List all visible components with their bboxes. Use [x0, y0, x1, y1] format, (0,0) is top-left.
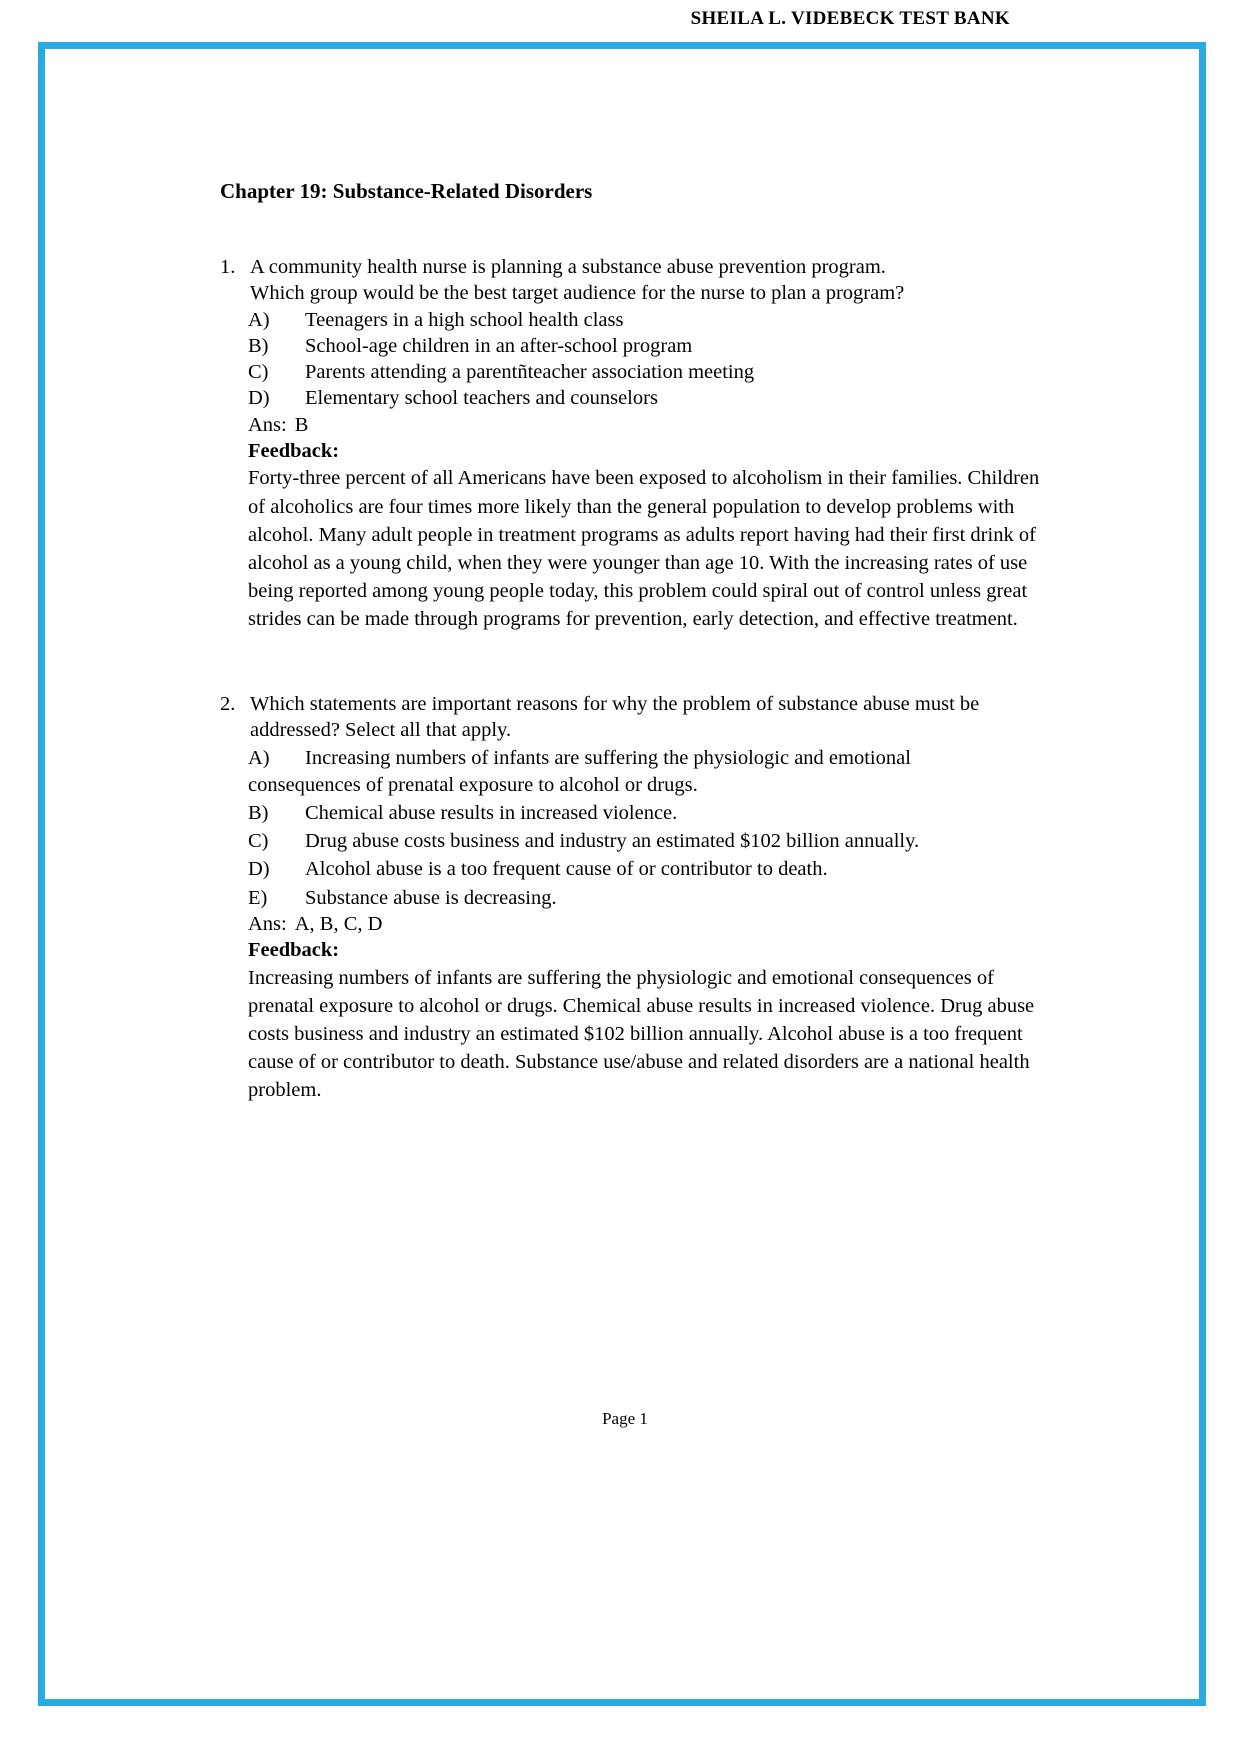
- question-2-option-b[interactable]: [220, 800, 1055, 826]
- option-letter: A): [248, 747, 270, 770]
- document-header: SHEILA L. VIDEBECK TEST BANK: [690, 8, 1010, 29]
- question-2-stem-line-1: Which statements are important reasons for why the problem of substance abuse must be: [250, 692, 980, 715]
- question-1-option-d[interactable]: [220, 385, 1055, 411]
- option-text: Drug abuse costs business and industry an estimated $102 billion annually.: [305, 830, 920, 853]
- page-footer: Page 1: [602, 1409, 648, 1428]
- option-text: Increasing numbers of infants are suffering the physiologic and emotional: [305, 747, 911, 770]
- document-content: [220, 179, 1055, 1104]
- question-2-option-a[interactable]: [220, 745, 1055, 771]
- question-2-feedback-label: Feedback:: [248, 939, 340, 962]
- answer-value: A, B, C, D: [294, 912, 383, 935]
- question-1-number: 1.: [220, 256, 236, 279]
- question-2-option-c[interactable]: [220, 828, 1055, 854]
- option-letter: E): [248, 886, 268, 909]
- question-1-option-b[interactable]: [220, 333, 1055, 359]
- question-2-stem-line-2: addressed? Select all that apply.: [250, 719, 512, 742]
- question-2-option-a-continuation: consequences of prenatal exposure to alcohol or drugs.: [248, 773, 698, 796]
- answer-value: B: [294, 413, 309, 436]
- option-text: Alcohol abuse is a too frequent cause of or contributor to death.: [305, 858, 828, 881]
- question-2-feedback-text: Increasing numbers of infants are suffering the physiologic and emotional consequences of prenatal exposure to alcohol or drugs. Chemical abuse results in increased violence. Drug abuse costs business and industry an estimated $102 billion annually. Alcohol abuse is a too frequent cause of or contributor to death. Substance use/abuse and related disorders are a national health problem.: [248, 966, 1035, 1101]
- option-letter: C): [248, 830, 269, 853]
- question-1: [220, 254, 1055, 633]
- option-text: Substance abuse is decreasing.: [305, 886, 557, 909]
- option-text: Chemical abuse results in increased violence.: [305, 801, 678, 824]
- question-2-option-d[interactable]: [220, 856, 1055, 882]
- question-1-option-a[interactable]: [220, 307, 1055, 333]
- answer-label: Ans:: [248, 912, 287, 935]
- question-2: [220, 691, 1055, 1104]
- question-1-options: [220, 307, 1055, 412]
- answer-label: Ans:: [248, 413, 287, 436]
- option-letter: C): [248, 361, 269, 384]
- question-1-stem: [220, 254, 1055, 306]
- option-text: Teenagers in a high school health class: [305, 308, 624, 331]
- option-text: School-age children in an after-school program: [305, 334, 693, 357]
- chapter-title: Chapter 19: Substance-Related Disorders: [220, 179, 593, 203]
- option-letter: D): [248, 387, 270, 410]
- page-border-frame: [38, 42, 1206, 1706]
- question-1-feedback-label: Feedback:: [248, 439, 340, 462]
- question-1-answer: [220, 412, 1055, 438]
- option-letter: B): [248, 801, 269, 824]
- option-text: Elementary school teachers and counselors: [305, 387, 658, 410]
- question-2-answer: [220, 911, 1055, 937]
- question-1-stem-line-2: Which group would be the best target audience for the nurse to plan a program?: [250, 282, 905, 305]
- option-letter: D): [248, 858, 270, 881]
- option-letter: B): [248, 334, 269, 357]
- question-spacer: [220, 633, 1055, 691]
- question-1-feedback-text: Forty-three percent of all Americans have been exposed to alcoholism in their families. Children of alcoholics are four times more likely than the general population to develop problems with alcohol. Many adult people in treatment programs as adults report having had their first drink of alcohol as a young child, when they were younger than age 10. With the increasing rates of use being reported among young people today, this problem could spiral out of control unless great strides can be made through programs for prevention, early detection, and effective treatment.: [248, 467, 1040, 630]
- question-2-option-e[interactable]: [220, 885, 1055, 911]
- option-text: Parents attending a parentñteacher association meeting: [305, 361, 755, 384]
- question-2-options: [220, 745, 1055, 910]
- question-2-number: 2.: [220, 692, 236, 715]
- option-letter: A): [248, 308, 270, 331]
- question-1-option-c[interactable]: [220, 359, 1055, 385]
- question-1-stem-line-1: A community health nurse is planning a substance abuse prevention program.: [250, 256, 886, 279]
- question-2-stem: [220, 691, 1055, 743]
